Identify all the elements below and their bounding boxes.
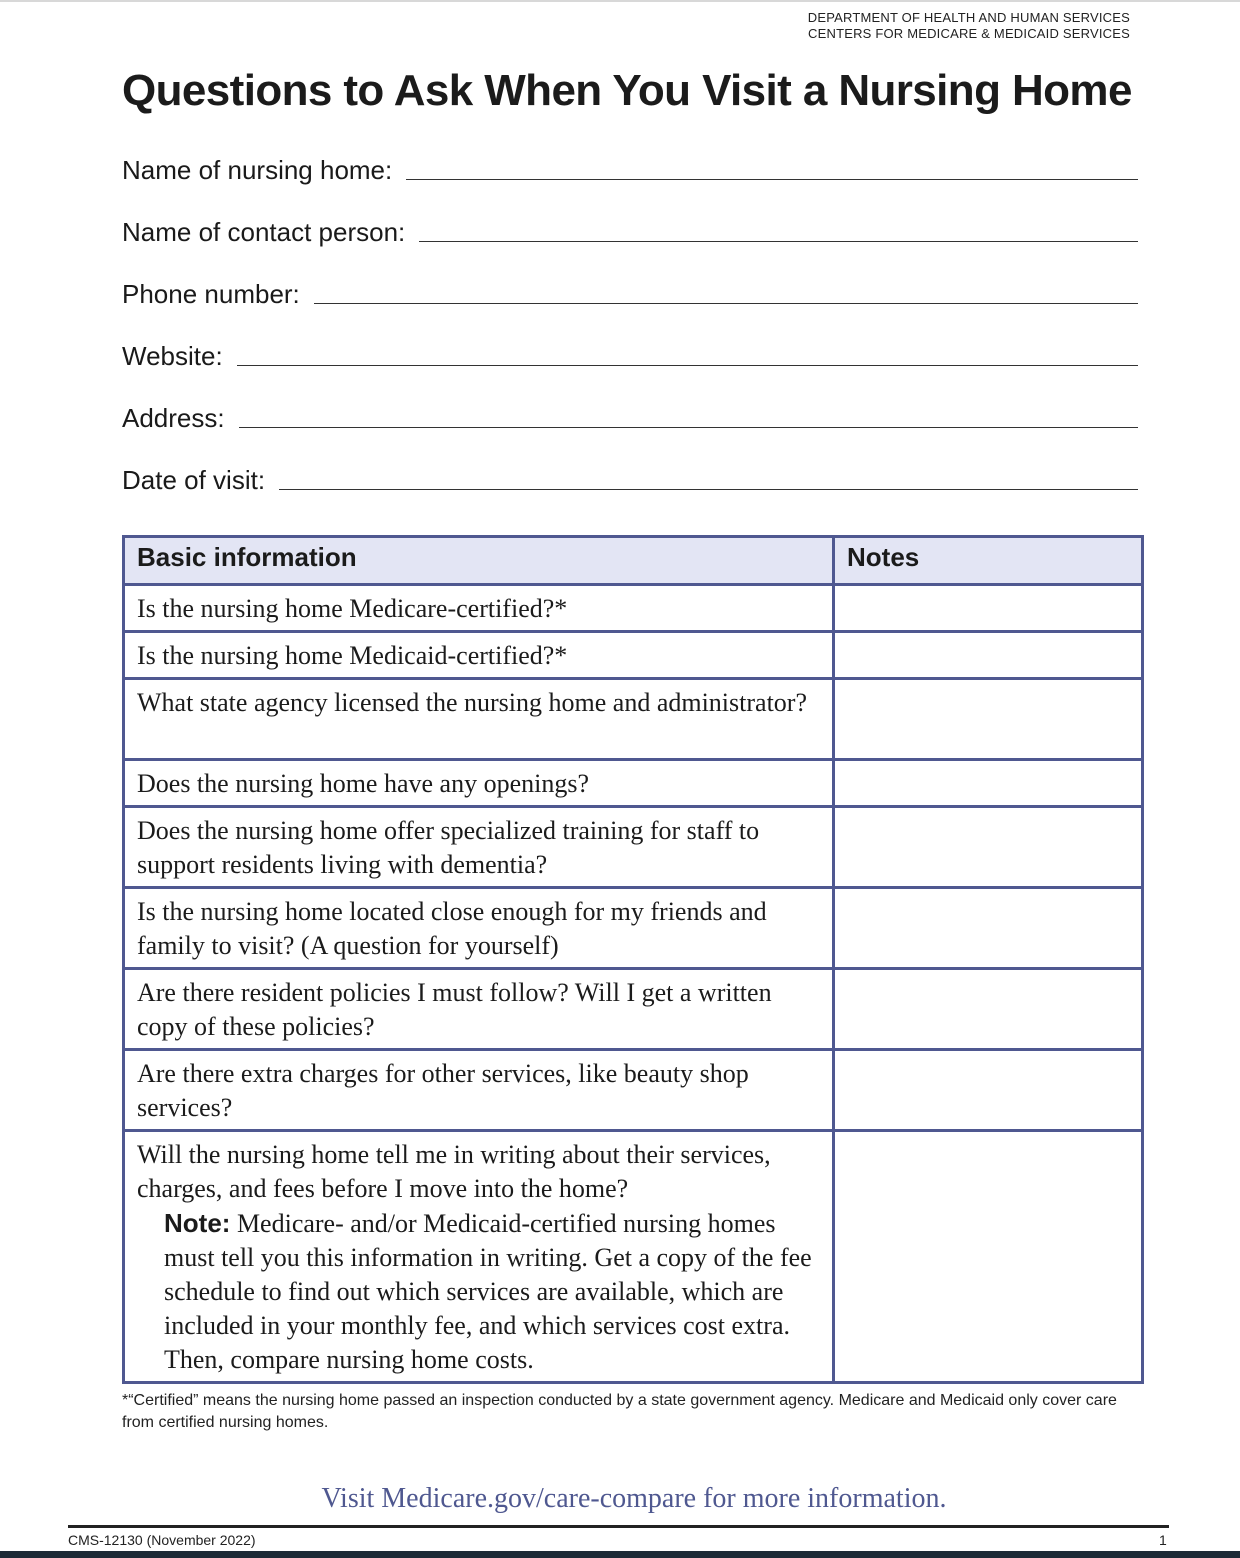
header-notes: Notes [834, 537, 1143, 585]
field-nursing-home-name[interactable] [122, 152, 1138, 186]
table-row [124, 585, 1143, 632]
notes-cell[interactable] [834, 1131, 1143, 1383]
notes-cell[interactable] [834, 807, 1143, 888]
header-basic-information: Basic information [124, 537, 834, 585]
table-row [124, 807, 1143, 888]
question-cell: Is the nursing home Medicare-certified?* [124, 585, 834, 632]
top-border [0, 0, 1240, 2]
bottom-edge-strip [0, 1551, 1240, 1558]
agency-line-1: DEPARTMENT OF HEALTH AND HUMAN SERVICES [807, 10, 1130, 25]
notes-cell[interactable] [834, 585, 1143, 632]
field-website[interactable] [122, 338, 1138, 372]
table-row [124, 1050, 1143, 1131]
field-label: Name of contact person: [122, 217, 406, 247]
table-row [124, 888, 1143, 969]
note-label: Note: [164, 1208, 231, 1238]
field-blank-line[interactable] [314, 302, 1138, 304]
table-row [124, 632, 1143, 679]
field-label: Address: [122, 403, 225, 433]
notes-cell[interactable] [834, 1050, 1143, 1131]
question-cell-with-note [124, 1131, 834, 1383]
table-row [124, 760, 1143, 807]
footnote: *“Certified” means the nursing home passed an inspection conducted by a state government agency. Medicare and Medicaid only cover care from certified nursing homes. [122, 1392, 1117, 1431]
table-header-row [124, 537, 1143, 585]
field-label: Website: [122, 341, 223, 371]
field-blank-line[interactable] [406, 178, 1138, 180]
field-address[interactable] [122, 400, 1138, 434]
question-cell: What state agency licensed the nursing home and administrator? [124, 679, 834, 760]
notes-cell[interactable] [834, 679, 1143, 760]
field-blank-line[interactable] [419, 240, 1138, 242]
field-label: Name of nursing home: [122, 155, 393, 185]
field-label: Date of visit: [122, 465, 266, 495]
field-blank-line[interactable] [237, 364, 1138, 366]
field-contact-person[interactable] [122, 214, 1138, 248]
form-id: CMS-12130 (November 2022) [68, 1532, 256, 1548]
question-cell: Does the nursing home have any openings? [124, 760, 834, 807]
question-cell: Are there extra charges for other services, like beauty shop services? [124, 1050, 834, 1131]
notes-cell[interactable] [834, 888, 1143, 969]
question-cell: Is the nursing home Medicaid-certified?* [124, 632, 834, 679]
notes-cell[interactable] [834, 760, 1143, 807]
question-cell: Is the nursing home located close enough for my friends and family to visit? (A question for yourself) [124, 888, 834, 969]
table-row [124, 679, 1143, 760]
note-block [137, 1206, 820, 1377]
visit-medicare-link[interactable]: Visit Medicare.gov/care-compare for more information. [321, 1483, 947, 1514]
field-blank-line[interactable] [239, 426, 1138, 428]
field-date-of-visit[interactable] [122, 462, 1138, 496]
field-label: Phone number: [122, 279, 300, 309]
notes-cell[interactable] [834, 969, 1143, 1050]
note-text: Medicare- and/or Medicaid-certified nursing homes must tell you this information in writing. Get a copy of the fee schedule to find out which services are available, which are included in your monthly fee, and which services cost extra. Then, compare nursing home costs. [164, 1209, 812, 1374]
footer-divider [68, 1525, 1169, 1528]
agency-header [808, 10, 1130, 42]
table-row [124, 1131, 1143, 1383]
notes-cell[interactable] [834, 632, 1143, 679]
table-row [124, 969, 1143, 1050]
field-phone-number[interactable] [122, 276, 1138, 310]
agency-line-2: CENTERS FOR MEDICARE & MEDICAID SERVICES [808, 26, 1130, 41]
page-number: 1 [1159, 1532, 1167, 1548]
question-cell: Does the nursing home offer specialized training for staff to support residents living with dementia? [124, 807, 834, 888]
field-blank-line[interactable] [279, 488, 1138, 490]
page-title: Questions to Ask When You Visit a Nursing Home [122, 66, 1132, 115]
questions-table [122, 535, 1144, 1384]
question-cell: Are there resident policies I must follow? Will I get a written copy of these policies? [124, 969, 834, 1050]
question-text: Will the nursing home tell me in writing about their services, charges, and fees before I move into the home? [137, 1140, 771, 1203]
